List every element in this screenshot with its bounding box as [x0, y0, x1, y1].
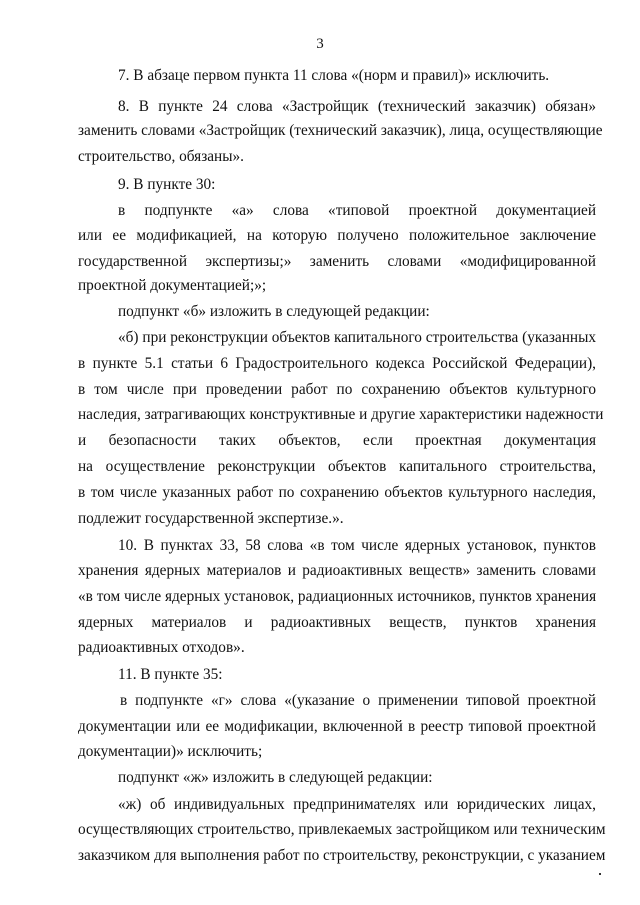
- page-number: 3: [316, 36, 324, 52]
- text-line: хранения ядерных материалов и радиоактивных веществ» заменить словами: [78, 562, 596, 579]
- text-line: документации или ее модификации, включенной в реестр типовой проектной: [78, 718, 596, 735]
- text-line: документации)» исключить;: [78, 743, 263, 760]
- text-line: подпункт «б» изложить в следующей редакции:: [118, 303, 430, 320]
- text-line: и безопасности таких объектов, если проектная документация: [78, 432, 596, 449]
- text-line: радиоактивных отходов».: [78, 639, 245, 656]
- text-line: в том числе указанных работ по сохранению объектов культурного наследия,: [78, 484, 596, 501]
- text-line: 7. В абзаце первом пункта 11 слова «(норм и правил)» исключить.: [118, 67, 550, 84]
- text-line: «в том числе ядерных установок, радиационных источников, пунктов хранения: [78, 588, 597, 605]
- text-line: 11. В пункте 35:: [118, 666, 223, 683]
- text-line: государственной экспертизы;» заменить словами «модифицированной: [78, 253, 596, 270]
- text-line: 8. В пункте 24 слова «Застройщик (технический заказчик) обязан»: [118, 98, 596, 115]
- text-line: подлежит государственной экспертизе.».: [78, 510, 344, 527]
- text-line: проектной документацией;»;: [78, 277, 267, 294]
- text-line: наследия, затрагивающих конструктивные и другие характеристики надежности: [78, 406, 604, 423]
- text-line: строительство, обязаны».: [78, 148, 244, 165]
- text-line: на осуществление реконструкции объектов капитального строительства,: [78, 458, 596, 475]
- text-line: 9. В пункте 30:: [118, 176, 216, 193]
- text-line: в том числе при проведении работ по сохранению объектов культурного: [78, 381, 596, 398]
- text-line: подпункт «ж» изложить в следующей редакции:: [118, 769, 433, 786]
- text-line: заказчиком для выполнения работ по строительству, реконструкции, с указанием: [78, 847, 606, 864]
- scan-speck: [599, 873, 601, 875]
- text-line: в подпункте «а» слова «типовой проектной документацией: [118, 202, 596, 219]
- text-line: 10. В пунктах 33, 58 слова «в том числе ядерных установок, пунктов: [118, 537, 596, 554]
- text-line: «б) при реконструкции объектов капитального строительства (указанных: [118, 329, 596, 346]
- text-line: заменить словами «Застройщик (технический заказчик), лица, осуществляющие: [78, 122, 603, 139]
- text-line: в пункте 5.1 статьи 6 Градостроительного кодекса Российской Федерации),: [78, 355, 596, 372]
- text-line: или ее модификацией, на которую получено положительное заключение: [78, 227, 596, 244]
- text-line: ядерных материалов и радиоактивных веществ, пунктов хранения: [78, 614, 596, 631]
- text-line: в подпункте «г» слова «(указание о применении типовой проектной: [120, 692, 596, 709]
- text-line: «ж) об индивидуальных предпринимателях или юридических лицах,: [118, 796, 596, 813]
- text-line: осуществляющих строительство, привлекаемых застройщиком или техническим: [78, 821, 606, 838]
